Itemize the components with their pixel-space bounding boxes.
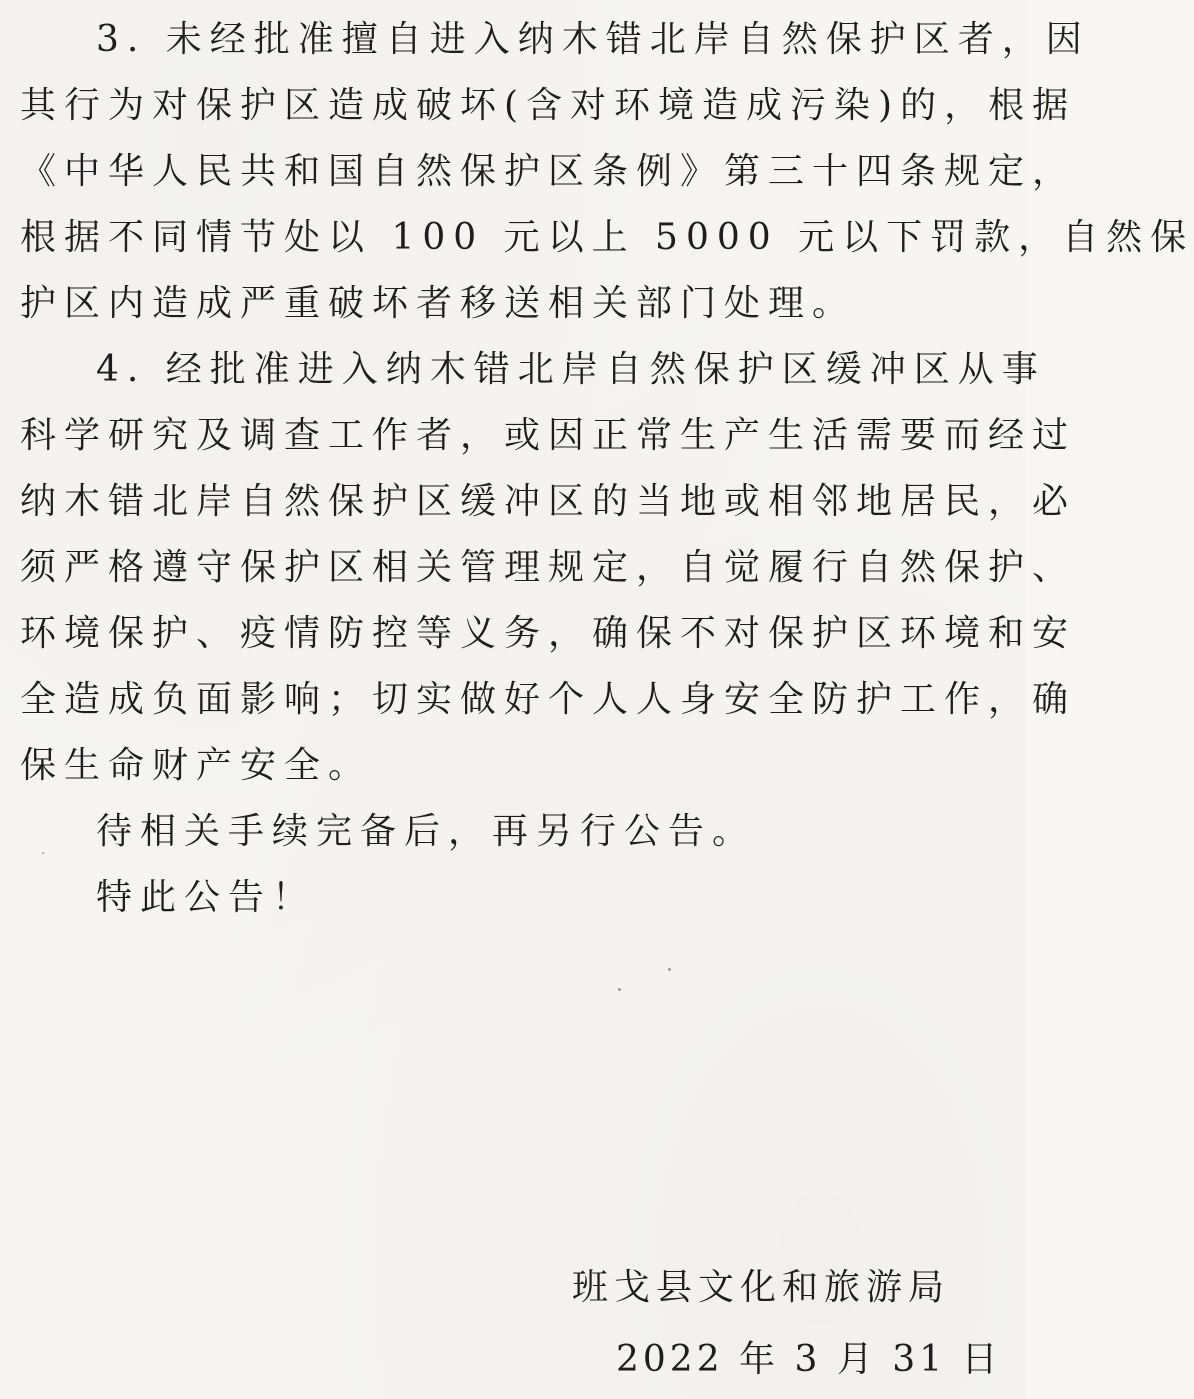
item-3-line-3: 《中华人民共和国自然保护区条例》第三十四条规定， bbox=[20, 151, 1077, 192]
item-3-line-5: 护区内造成严重破坏者移送相关部门处理。 bbox=[20, 283, 857, 324]
item-4-line-6: 全造成负面影响；切实做好个人人身安全防护工作，确 bbox=[20, 679, 1077, 720]
item-4-line-1: 4. 经批准进入纳木错北岸自然保护区缓冲区从事 bbox=[96, 349, 1046, 390]
item-3-line-1: 3. 未经批准擅自进入纳木错北岸自然保护区者，因 bbox=[96, 19, 1090, 60]
item-4-line-3: 纳木错北岸自然保护区缓冲区的当地或相邻地居民，必 bbox=[20, 481, 1077, 522]
closing-line: 特此公告！ bbox=[96, 877, 317, 918]
scan-speck bbox=[668, 968, 671, 971]
issue-date: 2022 年 3 月 31 日 bbox=[616, 1339, 1002, 1380]
item-3-line-4: 根据不同情节处以 100 元以上 5000 元以下罚款，自然保 bbox=[20, 217, 1194, 258]
scan-speck bbox=[42, 852, 44, 854]
issuer-name: 班戈县文化和旅游局 bbox=[572, 1267, 951, 1308]
item-4-line-4: 须严格遵守保护区相关管理规定，自觉履行自然保护、 bbox=[20, 547, 1077, 588]
pending-notice-line: 待相关手续完备后，再另行公告。 bbox=[96, 811, 757, 852]
item-4-line-2: 科学研究及调查工作者，或因正常生产生活需要而经过 bbox=[20, 415, 1077, 456]
item-4-line-7: 保生命财产安全。 bbox=[20, 745, 373, 786]
scan-speck bbox=[618, 988, 621, 991]
item-3-line-2: 其行为对保护区造成破坏(含对环境造成污染)的，根据 bbox=[20, 85, 1077, 126]
item-4-line-5: 环境保护、疫情防控等义务，确保不对保护区环境和安 bbox=[20, 613, 1077, 654]
